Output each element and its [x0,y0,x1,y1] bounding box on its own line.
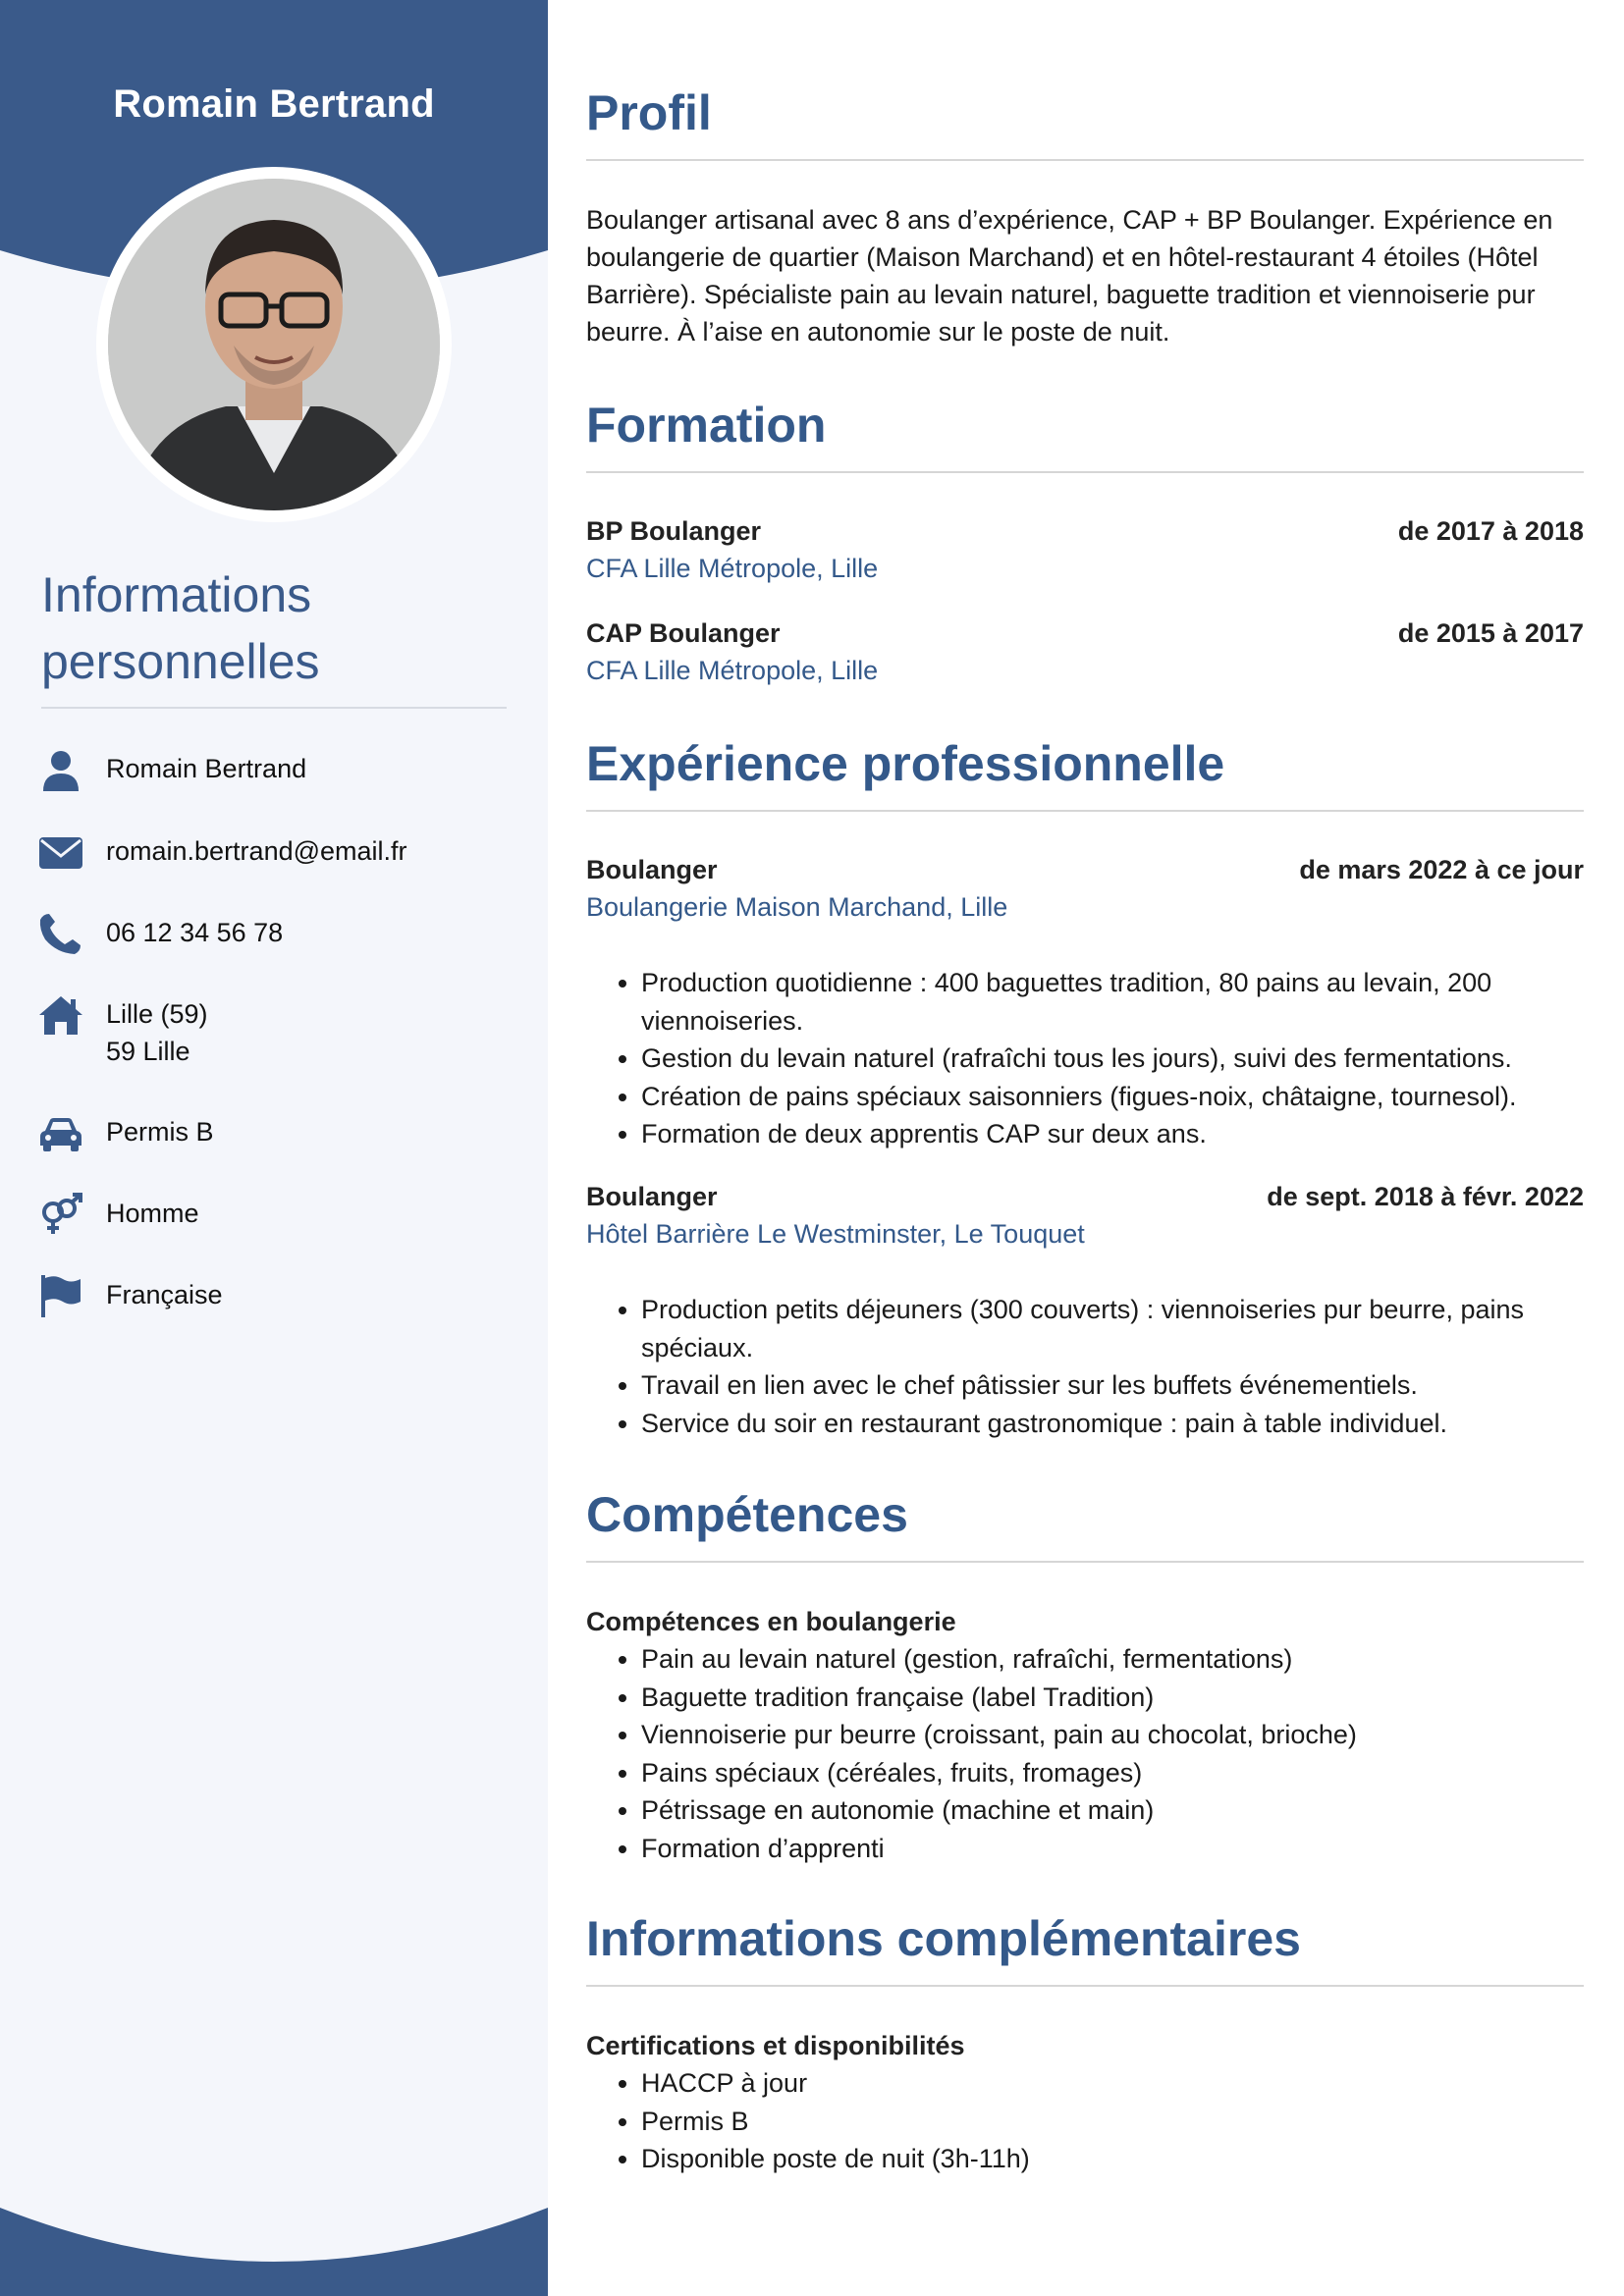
list-item: • Création de pains spéciaux saisonniers (figues-noix, châtaigne, tournesol). [641,1078,1584,1116]
experience-entry-date: de sept. 2018 à févr. 2022 [1267,1182,1584,1211]
list-item: • Formation d’apprenti [641,1830,1584,1868]
list-item: • Pain au levain naturel (gestion, rafraîchi, fermentations) [641,1640,1584,1679]
experience-entry-org: Boulangerie Maison Marchand, Lille [586,892,1008,922]
list-item: • Pains spéciaux (céréales, fruits, fromages) [641,1754,1584,1792]
info-licence [37,1109,214,1156]
personal-info-heading-line2: personnelles [41,634,320,689]
list-item: • Gestion du levain naturel (rafraîchi tous les jours), suivi des fermentations. [641,1040,1584,1078]
formation-entry-org: CFA Lille Métropole, Lille [586,554,879,583]
formation-entry-title: BP Boulanger [586,516,762,546]
formation-entry-date: de 2015 à 2017 [1397,618,1584,648]
info-nationality-text: Française [106,1280,223,1309]
section-rule-complementaires [586,1985,1584,1987]
experience-bullets [586,964,1584,1153]
section-title-formation: Formation [586,398,827,453]
info-phone-text[interactable]: 06 12 34 56 78 [106,918,284,947]
info-address-line1: Lille (59) [106,999,208,1029]
experience-entry-title: Boulanger [586,855,718,884]
complementaires-list [586,2064,1584,2178]
section-title-competences: Compétences [586,1487,908,1542]
list-item: • Disponible poste de nuit (3h-11h) [641,2140,1584,2178]
competences-subtitle: Compétences en boulangerie [586,1607,956,1636]
car-icon [37,1109,84,1156]
info-gender [37,1191,199,1238]
experience-entry-date: de mars 2022 à ce jour [1299,855,1584,884]
sidebar-divider [41,707,507,709]
list-item: • Production quotidienne : 400 baguettes tradition, 80 pains au levain, 200 viennoiseries. [641,964,1584,1040]
profil-text: Boulanger artisanal avec 8 ans d’expérience, CAP + BP Boulanger. Expérience en boulangerie de quartier (Maison Marchand) et en hôtel-restaurant 4 étoiles (Hôtel Barrière). Spécialiste pain au levain naturel, baguette tradition et viennoiserie pur beurre. À l’aise en autonomie sur le poste de nuit. [586,205,1553,347]
list-item: • Baguette tradition française (label Tradition) [641,1679,1584,1717]
formation-entry [586,512,1584,587]
info-address-line2: 59 Lille [106,1037,190,1066]
section-rule-formation [586,471,1584,473]
sidebar-footer-band [0,2208,548,2296]
list-item: • Production petits déjeuners (300 couverts) : viennoiseries pur beurre, pains spéciaux. [641,1291,1584,1366]
info-address-text [106,991,208,1070]
competences-list [586,1640,1584,1867]
info-address [37,991,208,1070]
list-item: • Travail en lien avec le chef pâtissier sur les buffets événementiels. [641,1366,1584,1405]
section-title-complementaires: Informations complémentaires [586,1911,1301,1966]
info-email-text[interactable]: romain.bertrand@email.fr [106,836,407,866]
section-rule-profil [586,159,1584,161]
formation-entry-org: CFA Lille Métropole, Lille [586,656,879,685]
list-item: • Service du soir en restaurant gastronomique : pain à table individuel. [641,1405,1584,1443]
home-icon [37,991,84,1039]
portrait-photo-icon [108,179,440,510]
section-rule-competences [586,1561,1584,1563]
experience-bullets [586,1291,1584,1442]
sidebar-name: Romain Bertrand [113,82,435,126]
flag-icon [37,1272,84,1319]
formation-entry-date: de 2017 à 2018 [1397,516,1584,546]
envelope-icon [37,828,84,876]
info-nationality [37,1272,223,1319]
formation-entry-title: CAP Boulanger [586,618,781,648]
profile-photo [96,167,452,522]
phone-icon [37,910,84,957]
sidebar [0,0,548,2296]
info-phone [37,910,283,957]
list-item: • HACCP à jour [641,2064,1584,2103]
info-licence-text: Permis B [106,1117,214,1147]
personal-info-heading-line1: Informations [41,567,312,622]
list-item: • Viennoiserie pur beurre (croissant, pain au chocolat, brioche) [641,1716,1584,1754]
experience-entry [586,851,1584,926]
info-name [37,746,306,793]
gender-icon [37,1191,84,1238]
section-rule-experience [586,810,1584,812]
info-email [37,828,407,876]
list-item: • Permis B [641,2103,1584,2141]
formation-entry [586,614,1584,689]
experience-entry [586,1178,1584,1253]
info-name-text: Romain Bertrand [106,754,307,783]
complementaires-subtitle: Certifications et disponibilités [586,2031,965,2060]
personal-info-heading [41,561,513,695]
user-icon [37,746,84,793]
experience-entry-org: Hôtel Barrière Le Westminster, Le Touquet [586,1219,1085,1249]
section-title-experience: Expérience professionnelle [586,736,1225,791]
info-gender-text: Homme [106,1199,199,1228]
list-item: • Pétrissage en autonomie (machine et main) [641,1791,1584,1830]
section-title-profil: Profil [586,85,712,140]
list-item: • Formation de deux apprentis CAP sur deux ans. [641,1115,1584,1153]
experience-entry-title: Boulanger [586,1182,718,1211]
